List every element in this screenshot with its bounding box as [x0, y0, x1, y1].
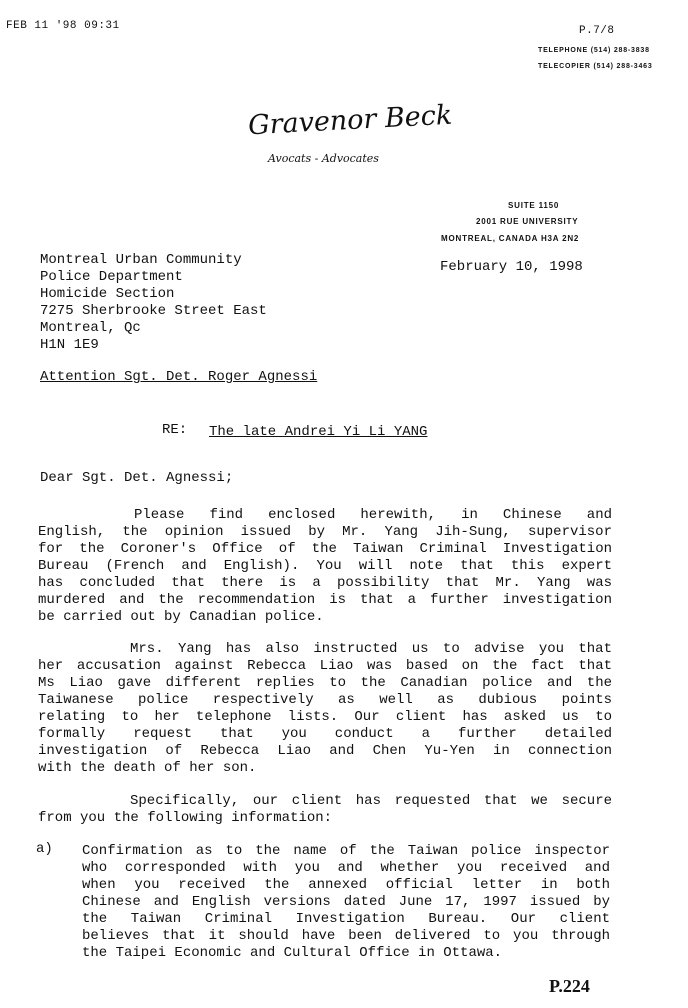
firm-subtitle: Avocats - Advocates [268, 152, 379, 165]
firm-logo: Gravenor Beck [247, 99, 453, 142]
recipient-line: Homicide Section [40, 286, 175, 302]
paragraph-line: her accusation against Rebecca Liao was based on the fact that [38, 658, 612, 674]
firm-address-street: 2001 RUE UNIVERSITY [476, 217, 579, 226]
paragraph-2 [38, 641, 612, 777]
document-page-number: P.224 [549, 976, 590, 996]
list-item-a [82, 843, 610, 962]
recipient-line: Montreal Urban Community [40, 252, 242, 268]
paragraph-line: Please find enclosed herewith, in Chinese and [134, 507, 612, 523]
paragraph-line: with the death of her son. [38, 760, 257, 776]
recipient-line: 7275 Sherbrooke Street East [40, 303, 267, 319]
re-subject: The late Andrei Yi Li YANG [209, 424, 428, 440]
list-item-line: the Taiwan Criminal Investigation Bureau. Our client [82, 911, 610, 927]
paragraph-line: investigation of Rebecca Liao and Chen Yu-Yen in connection [38, 743, 612, 759]
paragraph-3 [38, 793, 612, 827]
list-item-label: a) [36, 841, 53, 857]
paragraph-line: for the Coroner's Office of the Taiwan Criminal Investigation [38, 541, 612, 557]
list-item-line: believes that it should have been delivered to you through [82, 928, 610, 944]
fax-timestamp: FEB 11 '98 09:31 [6, 20, 120, 32]
paragraph-line: English, the opinion issued by Mr. Yang Jih-Sung, supervisor [38, 524, 612, 540]
recipient-line: H1N 1E9 [40, 337, 99, 353]
list-item-line: who corresponded with you and whether you received and [82, 860, 610, 876]
paragraph-line: relating to her telephone lists. Our client has asked us to [38, 709, 612, 725]
paragraph-line: murdered and the recommendation is that a further investigation [38, 592, 612, 608]
firm-address-suite: SUITE 1150 [508, 201, 560, 210]
paragraph-line: Taiwanese police respectively as well as dubious points [38, 692, 612, 708]
re-label: RE: [162, 422, 188, 438]
firm-address-city: MONTREAL, CANADA H3A 2N2 [441, 234, 580, 243]
recipient-address [40, 252, 267, 354]
attention-line: Attention Sgt. Det. Roger Agnessi [40, 369, 318, 385]
list-item-line: when you received the annexed official letter in both [82, 877, 610, 893]
paragraph-line: has concluded that there is a possibility that Mr. Yang was [38, 575, 612, 591]
paragraph-line: Mrs. Yang has also instructed us to advise you that [130, 641, 612, 657]
list-item-line: the Taipei Economic and Cultural Office in Ottawa. [82, 945, 503, 961]
recipient-line: Montreal, Qc [40, 320, 141, 336]
paragraph-line: formally request that you conduct a further detailed [38, 726, 612, 742]
telecopier-number: TELECOPIER (514) 288-3463 [538, 63, 653, 70]
paragraph-line: from you the following information: [38, 810, 333, 826]
paragraph-line: be carried out by Canadian police. [38, 609, 324, 625]
paragraph-line: Bureau (French and English). You will note that this expert [38, 558, 612, 574]
recipient-line: Police Department [40, 269, 183, 285]
paragraph-1 [38, 507, 612, 626]
letter-date: February 10, 1998 [440, 259, 583, 275]
telephone-number: TELEPHONE (514) 288-3838 [538, 47, 650, 54]
list-item-line: Confirmation as to the name of the Taiwan police inspector [82, 843, 610, 859]
list-item-line: Chinese and English versions dated June 17, 1997 issued by [82, 894, 610, 910]
salutation: Dear Sgt. Det. Agnessi; [40, 470, 234, 486]
paragraph-line: Specifically, our client has requested that we secure [130, 793, 612, 809]
paragraph-line: Ms Liao gave different replies to the Canadian police and the [38, 675, 612, 691]
fax-page-number: P.7/8 [579, 25, 615, 37]
